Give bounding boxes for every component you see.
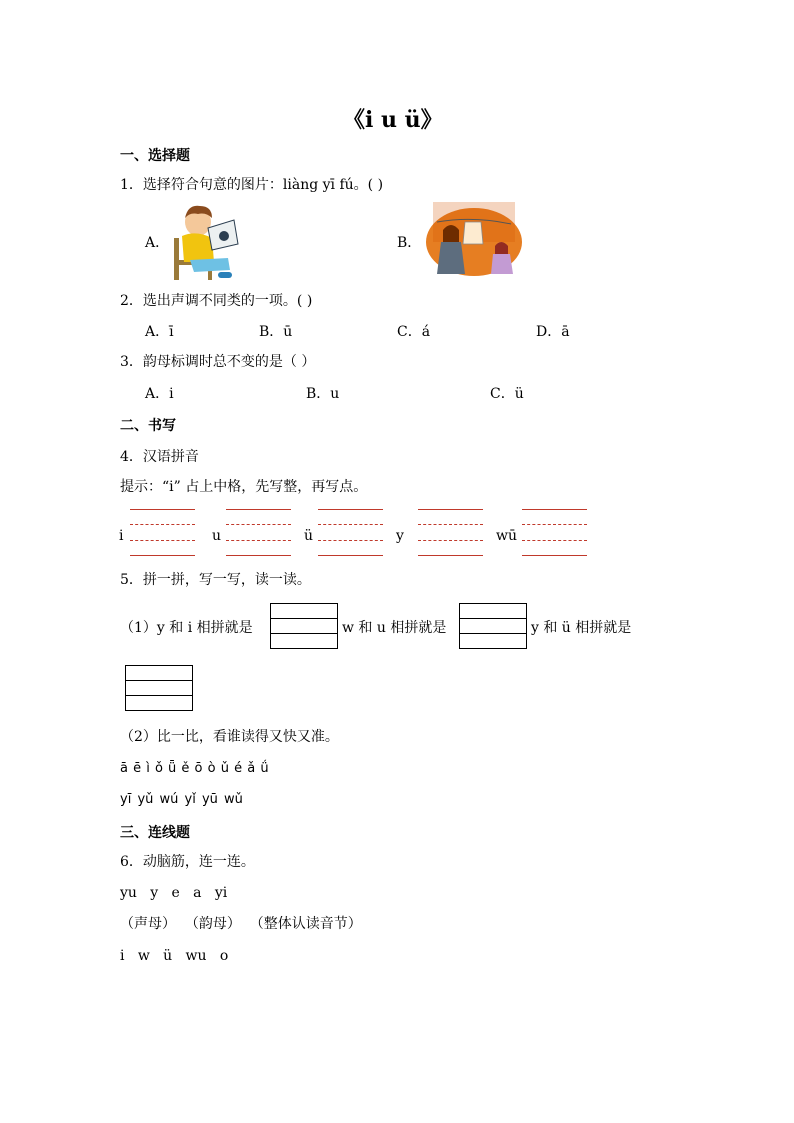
q6-categories: （声母） （韵母） （整体认读音节） xyxy=(120,916,362,932)
boy-reading-picture xyxy=(168,200,243,282)
page-title: 《i u ü》 xyxy=(343,107,443,133)
question-6-text: 6．动脑筋，连一连。 xyxy=(120,854,255,870)
answer-box-1[interactable] xyxy=(270,603,338,649)
answer-box-3[interactable] xyxy=(125,665,193,711)
q3-option-c: C．ü xyxy=(490,386,524,402)
grid-letter-u-umlaut: ü xyxy=(304,528,314,544)
section-heading-writing: 二、书写 xyxy=(120,418,176,434)
q1-option-a-label: A． xyxy=(145,235,170,251)
q3-option-a: A．i xyxy=(145,386,174,402)
q2-option-a: A．ī xyxy=(145,324,174,340)
hanging-clothes-picture xyxy=(423,202,525,280)
q2-option-c: C．á xyxy=(397,324,431,340)
q5-part1-suffix: y 和 ü 相拼就是 xyxy=(531,620,632,636)
q5-syllable-line: yī yǔ wú yǐ yū wǔ xyxy=(120,792,243,807)
grid-letter-i: i xyxy=(119,528,124,544)
section-heading-matching: 三、连线题 xyxy=(120,825,190,841)
question-4-text: 4．汉语拼音 xyxy=(120,449,199,465)
grid-letter-u: u xyxy=(212,528,222,544)
answer-box-2[interactable] xyxy=(459,603,527,649)
grid-letter-wu: wū xyxy=(496,528,517,544)
q3-option-b: B．u xyxy=(306,386,340,402)
q2-option-b: B．ū xyxy=(259,324,293,340)
q5-part2-text: （2）比一比，看谁读得又快又准。 xyxy=(120,729,339,745)
section-heading-choice: 一、选择题 xyxy=(120,148,190,164)
question-3-text: 3．韵母标调时总不变的是（ ） xyxy=(120,354,316,370)
q4-hint: 提示：“i” 占上中格，先写整，再写点。 xyxy=(120,479,368,495)
question-1-text: 1．选择符合句意的图片：liàng yī fú。( ) xyxy=(120,177,384,193)
q2-option-d: D．ā xyxy=(536,324,570,340)
q5-tone-line: ā ē ì ǒ ǖ ě ō ò ǔ é ǎ ǘ xyxy=(120,761,269,776)
question-5-text: 5．拼一拼，写一写，读一读。 xyxy=(120,572,311,588)
grid-letter-y: y xyxy=(396,528,404,544)
q5-part1-prefix: （1）y 和 i 相拼就是 xyxy=(120,620,253,636)
q5-part1-middle: w 和 u 相拼就是 xyxy=(342,620,447,636)
q6-top-items: yu y e a yi xyxy=(120,885,228,901)
q1-option-b-label: B． xyxy=(397,235,422,251)
question-2-text: 2．选出声调不同类的一项。( ) xyxy=(120,293,313,309)
q6-bottom-items: i w ü wu o xyxy=(120,948,229,964)
